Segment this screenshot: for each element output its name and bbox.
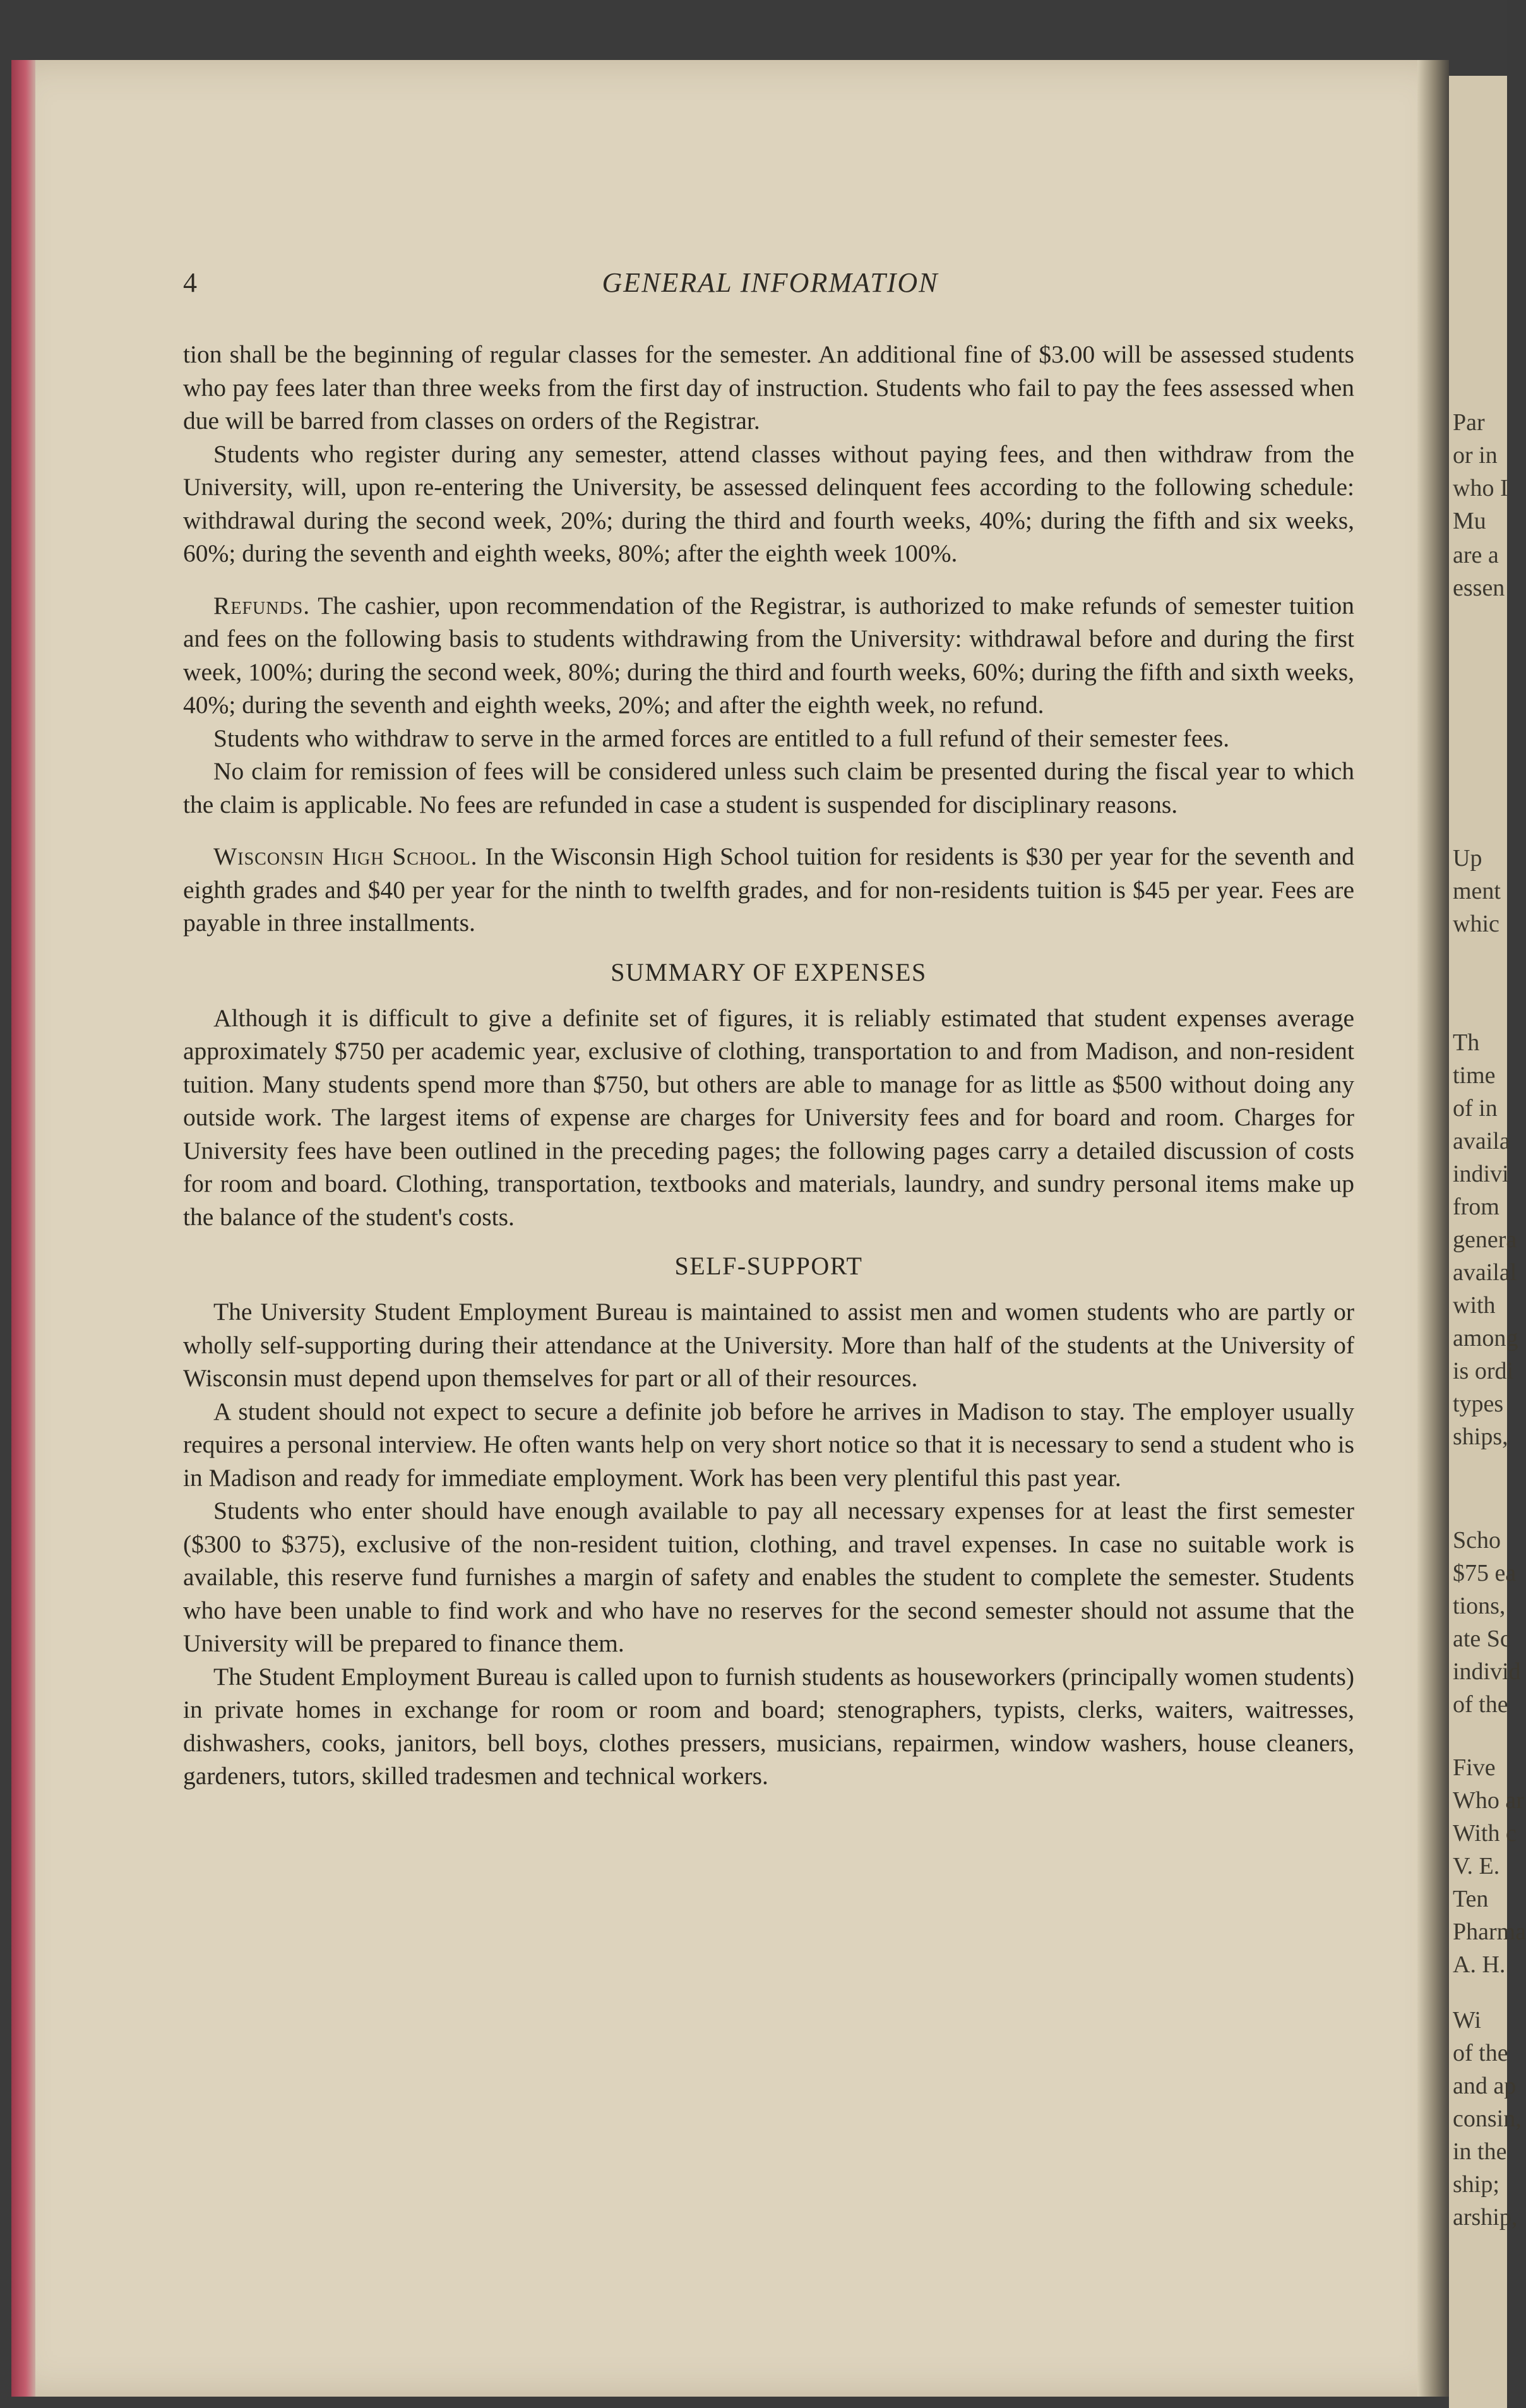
job-types-paragraph: The Student Employment Bureau is called upon to furnish students as houseworkers (principally women students) in private homes in exchange for room or room and board; stenographers, typists, clerks, waiters, waitresses, dishwashers, cooks, janitors, bell boys, clothes pressers, musicians, repairmen, window washers, house cleaners, gardeners, tutors, skilled tradesmen and technical workers. bbox=[183, 1662, 1354, 1790]
page-body bbox=[183, 338, 1354, 1793]
page-gutter-shadow bbox=[1417, 60, 1449, 2397]
facing-page-fragment: is ordi bbox=[1453, 1358, 1514, 1384]
fees-continuation-paragraph: tion shall be the beginning of regular classes for the semester. An additional fine of $3.00 will be assessed students who pay fees later than three weeks from the first day of instruction. Students who fail to pay the fees assessed when due will be barred from classes on orders of the Registrar. bbox=[183, 340, 1354, 434]
facing-page-fragment: tions, bbox=[1453, 1593, 1506, 1619]
facing-page-fragment: time bbox=[1453, 1062, 1496, 1089]
refunds-run-in-heading: Refunds. bbox=[213, 591, 311, 620]
reserve-funds-paragraph: Students who enter should have enough available to pay all necessary expenses for at least the first semester ($300 to $375), exclusive of the non-resident tuition, clothing, and travel expenses. In case no suitable work is available, this reserve fund furnishes a margin of safety and enables the student to complete the semester. Students who have been unable to find work and who have no reserves for the second semester should not assume that the University will be prepared to finance them. bbox=[183, 1497, 1354, 1657]
facing-page-fragment: Par bbox=[1453, 409, 1485, 436]
facing-page-fragment: A. H. bbox=[1453, 1951, 1506, 1978]
facing-page-fragment: Five bbox=[1453, 1754, 1496, 1781]
facing-page-fragment: in the bbox=[1453, 2138, 1507, 2165]
facing-page-fragment: Up bbox=[1453, 845, 1482, 872]
facing-page-fragment: availa bbox=[1453, 1128, 1510, 1154]
facing-page-fragment: individ bbox=[1453, 1658, 1521, 1685]
facing-page-fragment: are a bbox=[1453, 542, 1499, 568]
page-number: 4 bbox=[183, 267, 197, 298]
facing-page-fragment: availal bbox=[1453, 1259, 1517, 1286]
delinquent-fees-paragraph: Students who register during any semester, attend classes without paying fees, and then withdraw from the University, will, upon re-entering the University, be assessed delinquent fees according to the following schedule: withdrawal during the second week, 20%; during the third and fourth weeks, 40%; during the fifth and six weeks, 60%; during the seventh and eighth weeks, 80%; after the eighth week 100%. bbox=[183, 440, 1354, 567]
facing-page-fragment: and ap bbox=[1453, 2073, 1517, 2099]
armed-forces-refund-paragraph: Students who withdraw to serve in the armed forces are entitled to a full refund of their semester fees. bbox=[213, 724, 1230, 752]
facing-page-edge bbox=[1449, 76, 1526, 2408]
facing-page-fragment: Who ar bbox=[1453, 1787, 1524, 1814]
book-spine-edge bbox=[11, 60, 35, 2397]
wisconsin-high-school-run-in-heading: Wisconsin High School. bbox=[213, 842, 478, 870]
facing-page-fragment: of the bbox=[1453, 2040, 1508, 2066]
facing-page-fragment: indivi bbox=[1453, 1161, 1509, 1187]
facing-page-fragment: genera bbox=[1453, 1226, 1517, 1253]
job-expectation-paragraph: A student should not expect to secure a definite job before he arrives in Madison to stay. The employer usually requires a personal interview. He often wants help on very short notice so that it is necessary to send a student who is in Madison and ready for immediate employment. Work has been very plentiful this past year. bbox=[183, 1397, 1354, 1492]
running-head: GENERAL INFORMATION bbox=[602, 267, 939, 298]
facing-page-fragment: essen bbox=[1453, 575, 1505, 601]
refunds-text: The cashier, upon recommendation of the Registrar, is authorized to make refunds of semester tuition and fees on the following basis to students withdrawing from the University: withdrawal before and during the first week, 100%; during the second week, 80%; during the third and fourth weeks, 60%; during the fifth and sixth weeks, 40%; during the seventh and eighth weeks, 20%; and after the eighth week, no refund. bbox=[183, 591, 1354, 719]
facing-page-fragment: consin, bbox=[1453, 2106, 1522, 2132]
facing-page-fragment: Wi bbox=[1453, 2007, 1481, 2034]
facing-page-fragment: or in bbox=[1453, 442, 1498, 469]
facing-page-fragment: $75 ea bbox=[1453, 1560, 1517, 1586]
facing-page-fragment: Th bbox=[1453, 1029, 1480, 1056]
facing-page-fragment: from bbox=[1453, 1194, 1499, 1220]
facing-page-fragment: Pharma bbox=[1453, 1919, 1526, 1945]
facing-page-fragment: ment bbox=[1453, 878, 1501, 904]
facing-page-fragment: with bbox=[1453, 1292, 1496, 1319]
page-header bbox=[183, 267, 1357, 304]
employment-bureau-paragraph: The University Student Employment Bureau is maintained to assist men and women students who are partly or wholly self-supporting during their attendance at the University. More than half of the students at the University of Wisconsin must depend upon themselves for part or all of their resources. bbox=[183, 1298, 1354, 1392]
facing-page-fragment: among bbox=[1453, 1325, 1518, 1351]
facing-page-fragment: of in bbox=[1453, 1095, 1498, 1122]
facing-page-fragment: Mu bbox=[1453, 508, 1486, 534]
facing-page-fragment: types bbox=[1453, 1391, 1504, 1417]
facing-page-fragment: Ten bbox=[1453, 1886, 1489, 1912]
summary-of-expenses-paragraph: Although it is difficult to give a definite set of figures, it is reliably estimated that student expenses average approximately $750 per academic year, exclusive of clothing, transportation to and from Madison, and non-resident tuition. Many students spend more than $750, but others are able to manage for as little as $500 without doing any outside work. The largest items of expense are charges for University fees and for board and room. Charges for University fees have been outlined in the preceding pages; the following pages carry a detailed discussion of costs for room and board. Clothing, transportation, textbooks and materials, laundry, and sundry personal items make up the balance of the student's costs. bbox=[183, 1003, 1354, 1231]
summary-of-expenses-heading: SUMMARY OF EXPENSES bbox=[611, 957, 927, 986]
remission-claims-paragraph: No claim for remission of fees will be considered unless such claim be presented during the fiscal year to which the claim is applicable. No fees are refunded in case a student is suspended for disciplinary reasons. bbox=[183, 757, 1354, 818]
self-support-heading: SELF-SUPPORT bbox=[674, 1252, 863, 1280]
facing-page-fragment: ate Sc bbox=[1453, 1626, 1511, 1652]
facing-page-fragment: arship, bbox=[1453, 2204, 1518, 2231]
facing-page-fragment: whic bbox=[1453, 911, 1499, 937]
facing-page-fragment: ship; bbox=[1453, 2171, 1499, 2198]
facing-page-fragment: who I bbox=[1453, 475, 1508, 501]
facing-page-fragment: Scho bbox=[1453, 1527, 1501, 1554]
wisconsin-high-school-text: In the Wisconsin High School tuition for residents is $30 per year for the seventh and eighth grades and $40 per year for the ninth to twelfth grades, and for non-residents tuition is $45 per year. Fees are payable in three installments. bbox=[183, 842, 1355, 937]
facing-page-fragment: With c bbox=[1453, 1820, 1517, 1847]
refunds-paragraph bbox=[183, 589, 1354, 722]
facing-page-fragment: of the bbox=[1453, 1691, 1508, 1718]
facing-page-fragment: ships, bbox=[1453, 1423, 1508, 1450]
wisconsin-high-school-paragraph bbox=[183, 840, 1354, 940]
facing-page-fragment: V. E. bbox=[1453, 1853, 1500, 1879]
